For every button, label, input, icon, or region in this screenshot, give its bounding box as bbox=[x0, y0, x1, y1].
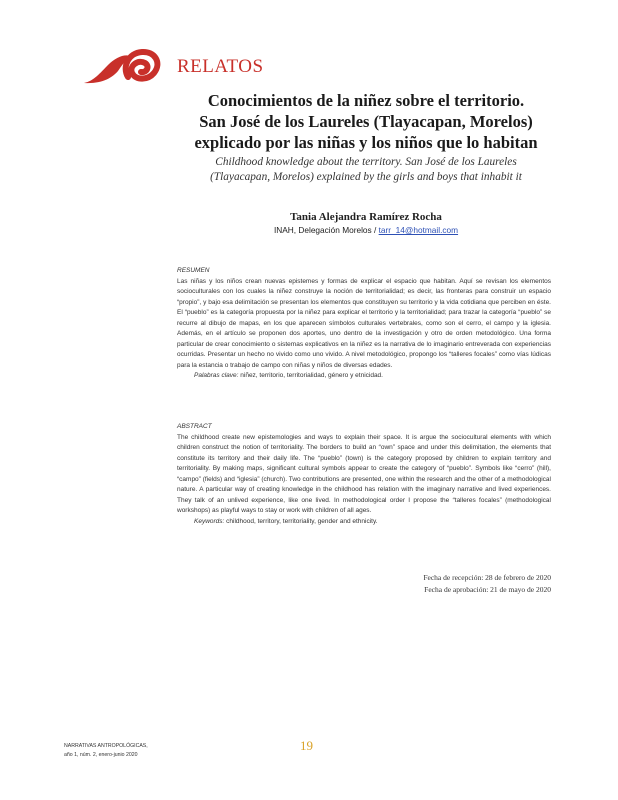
article-title bbox=[150, 90, 582, 153]
author-affiliation bbox=[150, 225, 582, 235]
approved-date: Fecha de aprobación: 21 de mayo de 2020 bbox=[424, 585, 551, 594]
affiliation-text: INAH, Delegación Morelos / bbox=[273, 225, 379, 235]
abstract-heading: ABSTRACT bbox=[177, 423, 212, 430]
journal-footer bbox=[64, 742, 148, 759]
article-subtitle bbox=[150, 155, 582, 185]
title-line: Conocimientos de la niñez sobre el territorio. bbox=[207, 91, 525, 110]
resumen-text: Las niñas y los niños crean nuevas epistemes y formas de explicar el espacio que habitan. Aquí se revisan los elementos socioculturales con los cuales la niñez construye la noción de territorialidad; es decir, las fronteras para construir un espacio “propio”, y bajo esa delimitación se presentan los elementos que constituyen su territorio y la vida cotidiana que perciben en éste. El “pueblo” es la categoría propuesta por la niñez para explicar el territorio y la territorialidad; para trazar la categoría “pueblo” se recurre al dibujo de mapas, en los que aparecen símbolos culturales vertebrales, como son el cerro, el campo y la iglesia. Además, en el artículo se proponen dos aportes, uno dentro de la investigación y otro de orden metodológico. Una forma particular de crear conocimiento o sistemas explicativos en la niñez es la narrativa de lo imaginario entreverada con experiencias ocurridas. Presentar un hecho no vivido como uno vivido. A nivel metodológico, propongo los “talleres focales” como vías lúdicas para la estancia o trabajo de campo con niñas y niños de diversas edades. bbox=[177, 277, 551, 369]
journal-issue: año 1, núm. 2, enero-junio 2020 bbox=[64, 751, 138, 758]
resumen-heading: RESUMEN bbox=[177, 267, 210, 274]
abstract-keywords-label: Keywords: bbox=[194, 517, 225, 525]
abstract-keywords bbox=[177, 517, 551, 528]
received-date: Fecha de recepción: 28 de febrero de 2020 bbox=[423, 573, 551, 582]
resumen-section bbox=[177, 266, 551, 382]
resumen-keywords-label: Palabras clave: bbox=[194, 372, 239, 379]
publication-dates bbox=[423, 572, 551, 596]
author-name: Tania Alejandra Ramírez Rocha bbox=[290, 211, 442, 223]
title-line: explicado por las niñas y los niños que lo habitan bbox=[194, 133, 538, 152]
abstract-section bbox=[177, 422, 551, 527]
subtitle-line: Childhood knowledge about the territory. San José de los Laureles bbox=[215, 156, 517, 168]
abstract-text: The childhood create new epistemologies and ways to explain their space. It is argue the sociocultural elements with which children construct the notion of territoriality. The borders to build an “own” space and under this delimitation, the elements that constitute its territory and their daily life. The “pueblo” (town) is the category proposed by children to explain territory and territoriality. By making maps, significant cultural symbols appear to create the category of “pueblo”. Symbols like “cerro” (hill), “campo” (fields) and “iglesia” (church). Two contributions are presented, one within the research and the other of a methodological nature. A particular way of creating knowledge in the childhood has relation with the imaginary narrative and lived experiences. They talk of an unlived experience, like one lived. In methodological order I propose the “talleres focales” (methodological workshops) as playful ways to stay or work with children of all ages. bbox=[177, 433, 551, 514]
resumen-keywords-text: niñez, territorio, territorialidad, género y etnicidad. bbox=[240, 372, 383, 379]
journal-logo-icon bbox=[82, 47, 162, 87]
title-line: San José de los Laureles (Tlayacapan, Morelos) bbox=[199, 112, 533, 131]
abstract-keywords-text: childhood, territory, territoriality, gender and ethnicity. bbox=[226, 517, 378, 525]
author-email-link[interactable]: tarr_14@hotmail.com bbox=[378, 225, 459, 235]
subtitle-line: (Tlayacapan, Morelos) explained by the girls and boys that inhabit it bbox=[210, 171, 522, 183]
section-label: RELATOS bbox=[177, 56, 264, 77]
resumen-keywords bbox=[177, 371, 551, 382]
journal-name: NARRATIVAS ANTROPOLÓGICAS, bbox=[64, 743, 148, 749]
page-number: 19 bbox=[300, 738, 313, 753]
